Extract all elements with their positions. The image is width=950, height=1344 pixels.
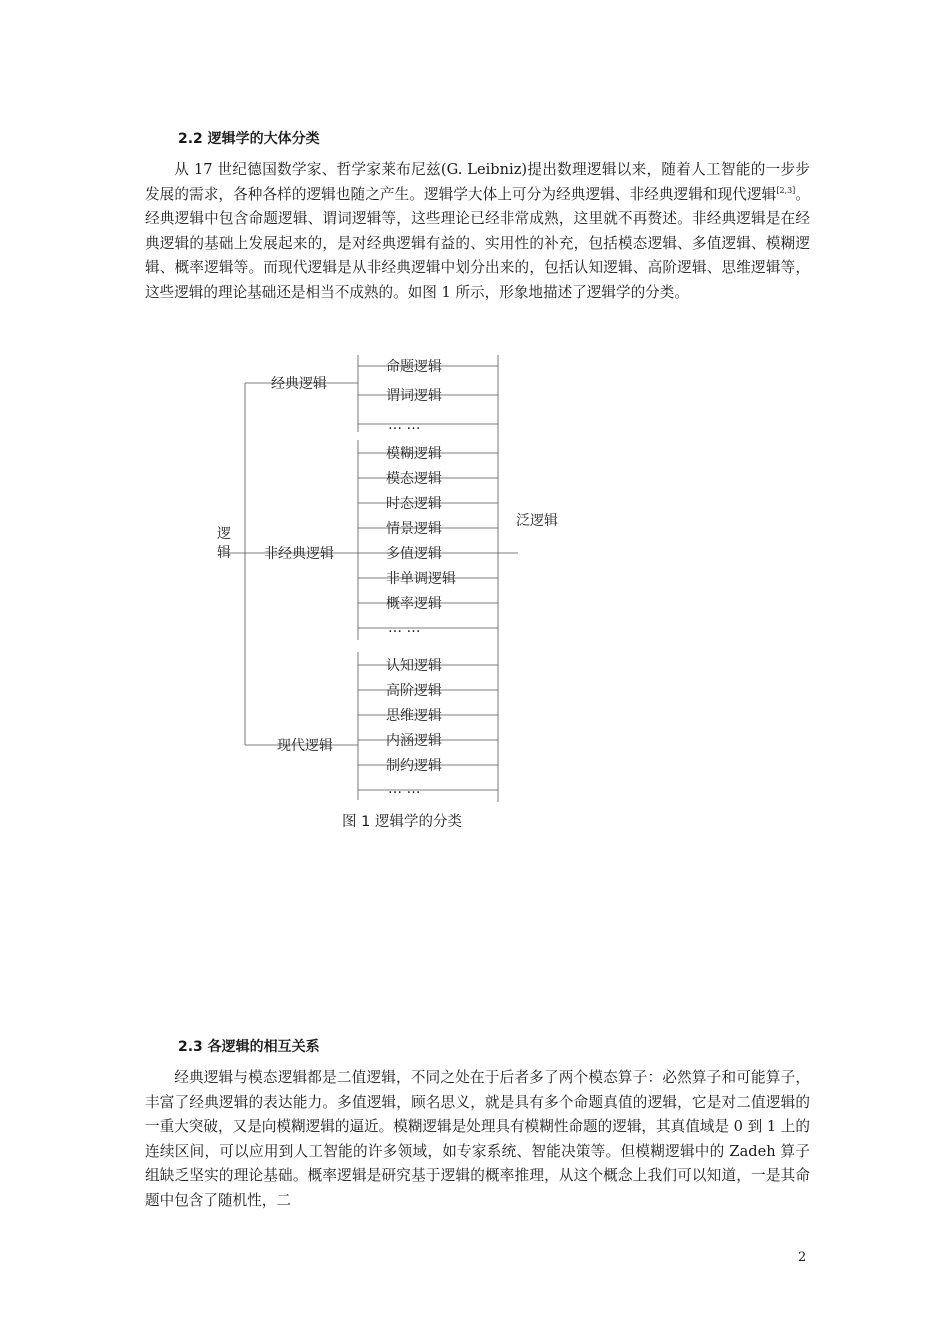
item-higher-order-logic: 高阶逻辑: [386, 683, 442, 699]
item-multivalued-logic: 多值逻辑: [386, 546, 442, 562]
section-heading-2-3: 2.3 各逻辑的相互关系: [178, 1039, 320, 1055]
item-ellipsis-classical: … …: [388, 417, 421, 433]
group-label-classical: 经典逻辑: [271, 376, 327, 392]
item-predicate-logic: 谓词逻辑: [386, 388, 442, 404]
figure-caption: 图 1 逻辑学的分类: [342, 814, 462, 830]
group-label-nonclassical: 非经典逻辑: [264, 546, 334, 562]
item-conditional-logic: 制约逻辑: [386, 758, 442, 774]
item-epistemic-logic: 认知逻辑: [386, 658, 442, 674]
paragraph-text-continued: 。经典逻辑中包含命题逻辑、谓词逻辑等，这些理论已经非常成熟，这里就不再赘述。非经典逻辑是在经典逻辑的基础上发展起来的，是对经典逻辑有益的、实用性的补充，包括模态逻辑、多值逻辑、模糊逻辑、概率逻辑等。而现代逻辑是从非经典逻辑中划分出来的，包括认知逻辑、高阶逻辑、思维逻辑等，这些逻辑的理论基础还是相当不成熟的。如图 1 所示，形象地描述了逻辑学的分类。: [145, 185, 810, 301]
item-temporal-logic: 时态逻辑: [386, 496, 442, 512]
item-thinking-logic: 思维逻辑: [386, 708, 442, 724]
item-probabilistic-logic: 概率逻辑: [386, 596, 442, 612]
pan-logic-label: 泛逻辑: [516, 513, 558, 529]
item-nonmonotonic-logic: 非单调逻辑: [386, 571, 456, 587]
item-ellipsis-nonclassical: … …: [388, 620, 421, 636]
item-ellipsis-modern: … …: [388, 781, 421, 797]
group-label-modern: 现代逻辑: [277, 738, 333, 754]
root-label-char-1: 逻: [217, 526, 231, 542]
item-fuzzy-logic: 模糊逻辑: [386, 446, 442, 462]
citation: [2,3]: [776, 185, 796, 195]
item-propositional-logic: 命题逻辑: [386, 359, 442, 375]
section-heading-2-2: 2.2 逻辑学的大体分类: [178, 131, 320, 147]
item-intensional-logic: 内涵逻辑: [386, 733, 442, 749]
paragraph-text: 从 17 世纪德国数学家、哲学家莱布尼兹(G. Leibniz)提出数理逻辑以来，随着人工智能的一步步发展的需求，各种各样的逻辑也随之产生。逻辑学大体上可分为经典逻辑、非经典逻辑和现代逻辑: [145, 161, 810, 203]
page-number: 2: [798, 1250, 807, 1265]
root-label-char-2: 辑: [217, 545, 231, 561]
paragraph-relationships: 经典逻辑与模态逻辑都是二值逻辑，不同之处在于后者多了两个模态算子：必然算子和可能算子，丰富了经典逻辑的表达能力。多值逻辑，顾名思义，就是具有多个命题真值的逻辑，它是对二值逻辑的一重大突破，又是向模糊逻辑的逼近。模糊逻辑是处理具有模糊性命题的逻辑，其真值域是 0 到 1 上的连续区间，可以应用到人工智能的许多领域，如专家系统、智能决策等。但模糊逻辑中的 Zadeh 算子组缺乏坚实的理论基础。概率逻辑是研究基于逻辑的概率推理，从这个概念上我们可以知道，一是其命题中包含了随机性，二: [145, 1069, 810, 1209]
item-modal-logic: 模态逻辑: [386, 471, 442, 487]
item-situational-logic: 情景逻辑: [386, 521, 442, 537]
